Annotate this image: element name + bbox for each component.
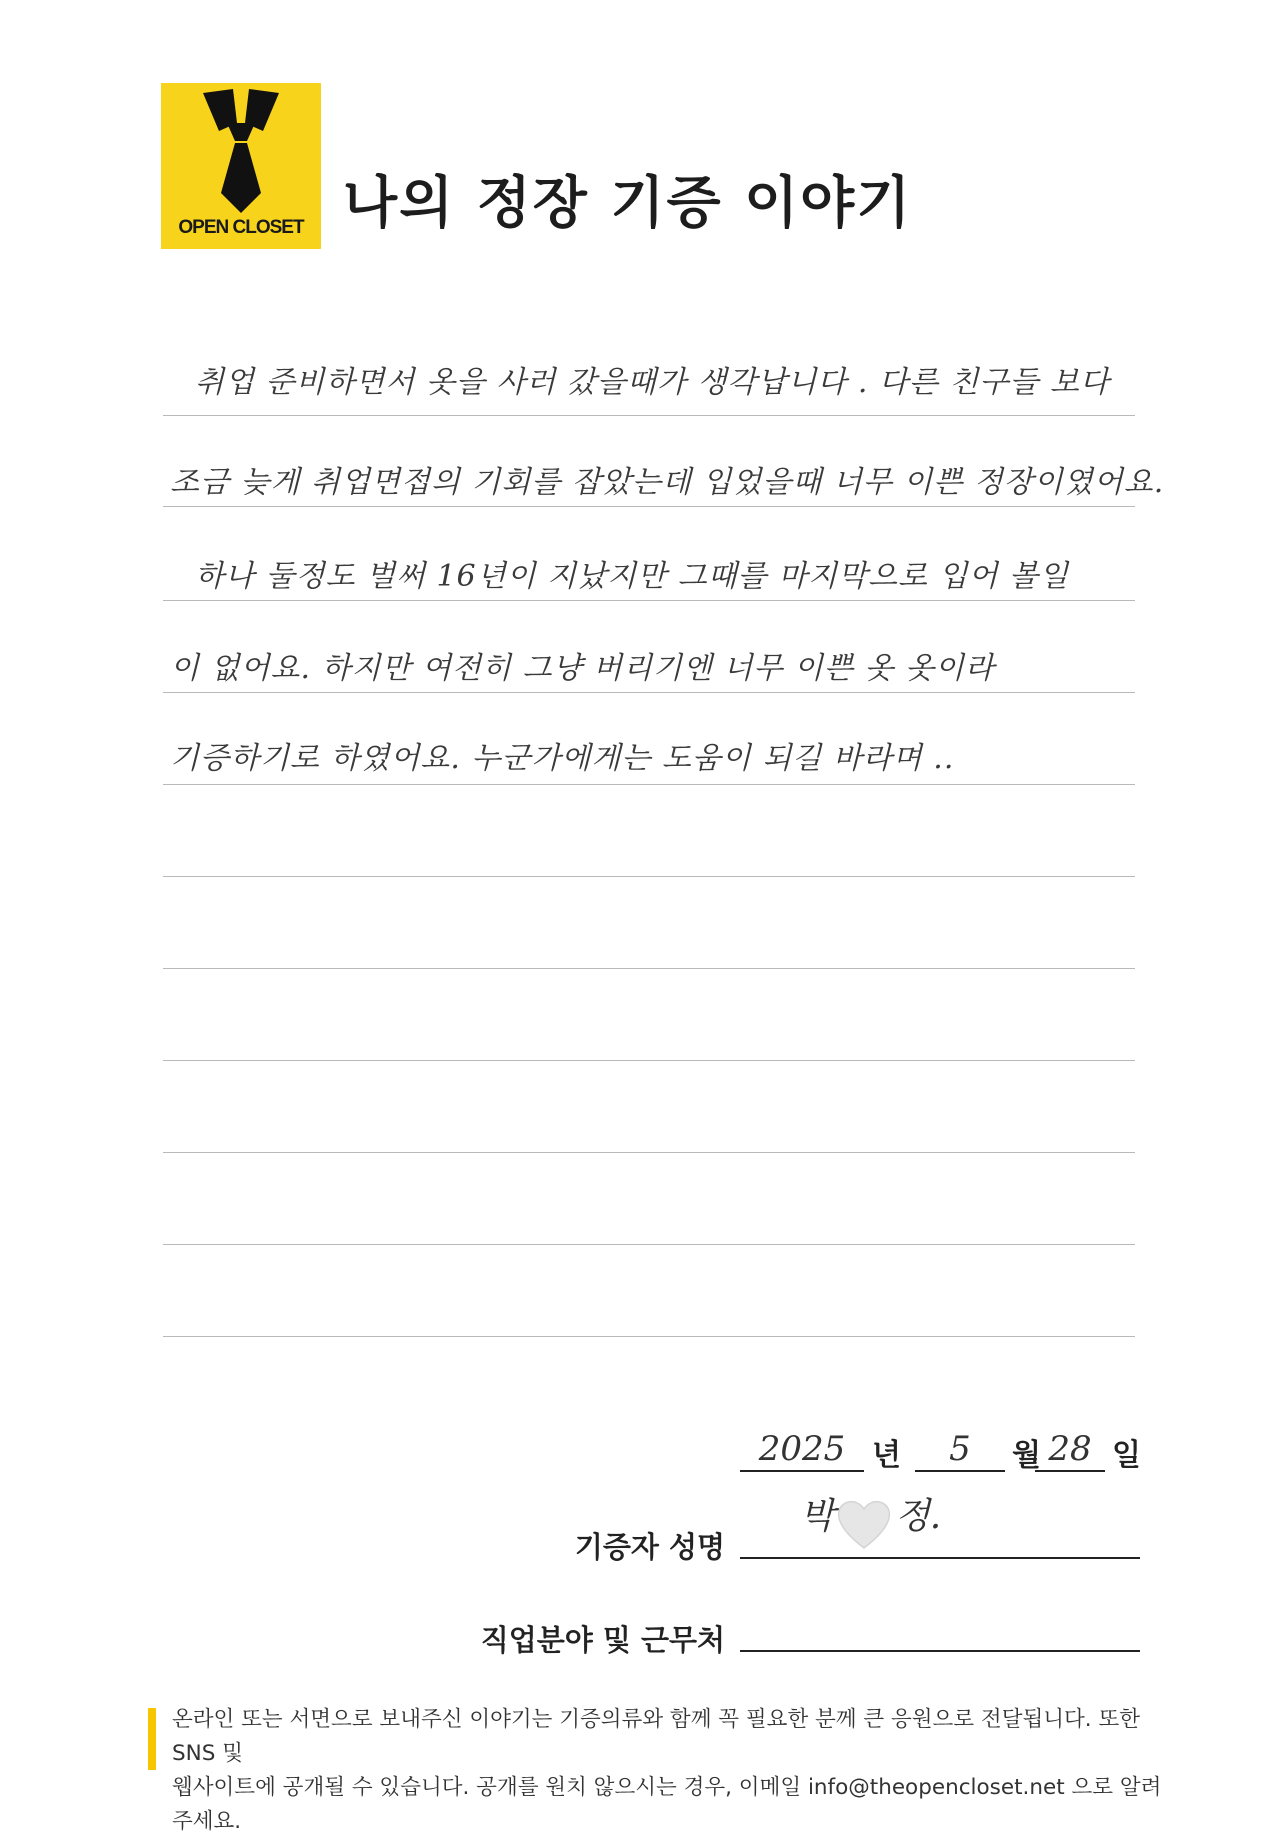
date-year: 2025 <box>740 1429 864 1472</box>
donor-name-line <box>740 1557 1140 1559</box>
date-month-unit: 월 <box>1012 1438 1041 1473</box>
footer-line-2: 웹사이트에 공개될 수 있습니다. 공개를 원치 않으시는 경우, 이메일 info@theopencloset.net 으로 알려주세요. <box>172 1775 1162 1834</box>
ruled-line <box>163 506 1135 507</box>
date-day: 28 <box>1035 1429 1105 1472</box>
occupation-label: 직업분야 및 근무처 <box>480 1623 725 1657</box>
date-row <box>740 1420 1140 1480</box>
donor-name-first: 박 <box>800 1496 835 1537</box>
open-closet-logo <box>161 83 321 249</box>
logo-text: OPEN CLOSET <box>178 217 304 238</box>
page-title: 나의 정장 기증 이야기 <box>343 171 913 236</box>
story-line-1: 취업 준비하면서 옷을 사러 갔을때가 생각납니다 . 다른 친구들 보다 <box>195 365 1110 400</box>
ruled-line <box>163 784 1135 785</box>
ruled-line <box>163 1336 1135 1337</box>
story-line-5: 기증하기로 하였어요. 누군가에게는 도움이 되길 바라며 .. <box>170 741 955 776</box>
story-line-3: 하나 둘정도 벌써 16년이 지났지만 그때를 마지막으로 입어 볼일 <box>195 559 1069 594</box>
ruled-line <box>163 1060 1135 1061</box>
footer-line-1: 온라인 또는 서면으로 보내주신 이야기는 기증의류와 함께 꼭 필요한 분께 큰 응원으로 전달됩니다. 또한 SNS 및 <box>172 1707 1140 1766</box>
donor-name-last: 정. <box>895 1496 942 1537</box>
date-year-unit: 년 <box>872 1438 901 1473</box>
ruled-line <box>163 1244 1135 1245</box>
footer-accent-bar <box>148 1708 156 1770</box>
date-day-unit: 일 <box>1112 1438 1141 1473</box>
donor-name-label: 기증자 성명 <box>574 1530 725 1564</box>
ruled-line <box>163 968 1135 969</box>
story-line-2: 조금 늦게 취업면접의 기회를 잡았는데 입었을때 너무 이쁜 정장이였어요. <box>170 465 1165 500</box>
ruled-line <box>163 600 1135 601</box>
date-month: 5 <box>915 1429 1005 1472</box>
occupation-line <box>740 1650 1140 1652</box>
ruled-line <box>163 1152 1135 1153</box>
heart-icon <box>835 1496 893 1552</box>
ruled-line <box>163 876 1135 877</box>
footer-note <box>172 1703 1172 1839</box>
story-line-4: 이 없어요. 하지만 여전히 그냥 버리기엔 너무 이쁜 옷 옷이라 <box>170 651 995 686</box>
ruled-line <box>163 415 1135 416</box>
ruled-line <box>163 692 1135 693</box>
